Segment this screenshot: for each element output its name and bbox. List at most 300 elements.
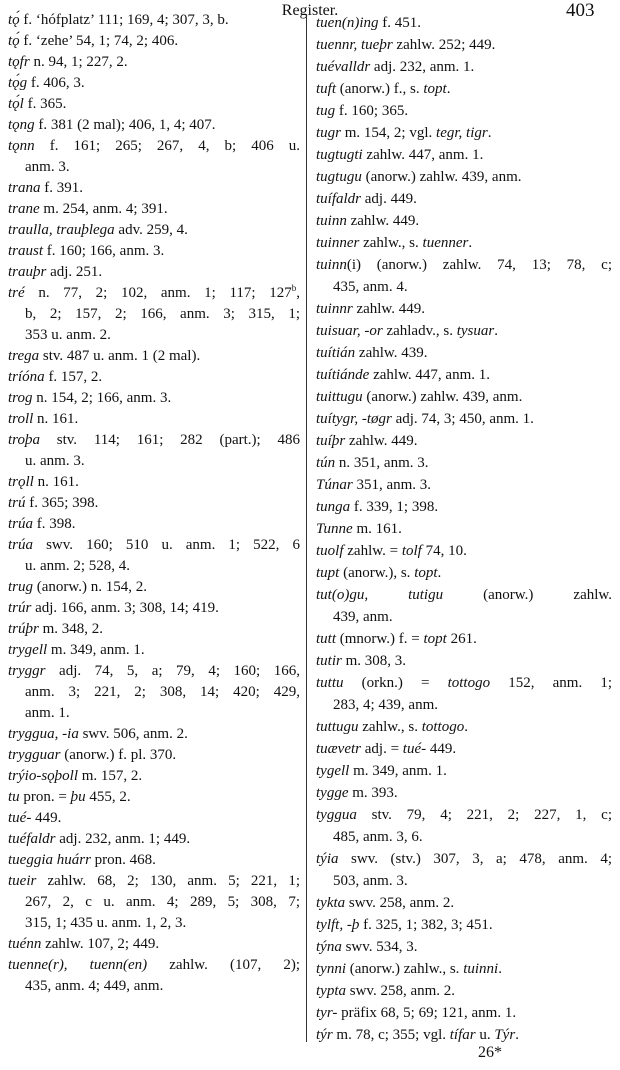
entry-line <box>316 914 612 936</box>
entry-reference-text: zahlw. (107, 2); <box>147 957 300 973</box>
entry-reference-text: . <box>468 235 473 251</box>
entry-headword: trýio-sǫþoll <box>8 768 78 784</box>
entry-line <box>8 220 300 241</box>
index-entry <box>316 892 612 914</box>
index-entry <box>8 577 300 598</box>
entry-headword: tuítygr, -tøgr <box>316 411 392 427</box>
entry-headword: tykta <box>316 895 346 911</box>
entry-reference-text: (anorw.) zahlw. 439, anm. <box>361 169 522 185</box>
entry-headword: Tunne <box>316 521 353 537</box>
entry-headword: tugtugti <box>316 147 363 163</box>
entry-line <box>8 724 300 745</box>
entry-reference-text: adj. 232, anm. 1; 449. <box>55 831 191 847</box>
entry-line <box>316 716 612 738</box>
index-entry <box>8 955 300 997</box>
entry-reference-text: . <box>437 565 442 581</box>
index-entry <box>316 562 612 584</box>
index-entry <box>316 386 612 408</box>
entry-headword: tyggua <box>316 807 357 823</box>
entry-line <box>8 409 300 430</box>
entry-line <box>316 166 612 188</box>
entry-line <box>316 34 612 56</box>
entry-line <box>8 535 300 556</box>
entry-reference-text: u. anm. 3. <box>25 453 85 469</box>
entry-headword: tré <box>8 285 25 301</box>
index-entry <box>316 122 612 144</box>
entry-reference-text: 267, 2, c u. anm. 4; 289, 5; 308, 7; <box>25 894 300 910</box>
entry-reference-text: swv. 258, anm. 2. <box>346 983 456 999</box>
index-entry <box>316 232 612 254</box>
index-entry <box>316 650 612 672</box>
entry-line <box>8 829 300 850</box>
index-entry <box>8 934 300 955</box>
entry-reference-text: adj. = <box>361 741 403 757</box>
entry-reference-text: (anorw.) n. 154, 2. <box>33 579 148 595</box>
entry-reference-text: zahlw., s. <box>358 719 422 735</box>
index-entry <box>8 115 300 136</box>
index-entry <box>316 496 612 518</box>
entry-line <box>8 871 300 892</box>
entry-line <box>8 52 300 73</box>
entry-line <box>316 430 612 452</box>
index-entry <box>316 342 612 364</box>
entry-reference-text: 152, anm. 1; <box>490 675 612 691</box>
entry-line <box>316 386 612 408</box>
entry-line <box>316 122 612 144</box>
entry-reference-text: stv. 114; 161; 282 (part.); 486 <box>39 432 300 448</box>
index-entry <box>8 472 300 493</box>
index-entry <box>8 850 300 871</box>
entry-line <box>316 782 612 804</box>
entry-line <box>8 598 300 619</box>
entry-reference-text: zahlw. 107, 2; 449. <box>41 936 160 952</box>
entry-continuation-line <box>316 694 612 716</box>
index-entry <box>316 254 612 298</box>
entry-line <box>8 808 300 829</box>
cross-reference-word: tolf <box>401 543 422 559</box>
index-entry <box>316 188 612 210</box>
entry-line <box>8 388 300 409</box>
entry-headword: tuíþr <box>316 433 346 449</box>
entry-reference-text: 74, 10. <box>421 543 467 559</box>
cross-reference-word: topt <box>423 631 447 647</box>
entry-line <box>316 364 612 386</box>
entry-line <box>316 650 612 672</box>
entry-headword: tuinner <box>316 235 360 251</box>
index-entry <box>316 804 612 848</box>
entry-headword: tuolf <box>316 543 344 559</box>
index-entry <box>316 914 612 936</box>
entry-reference-text: 455, 2. <box>85 789 131 805</box>
index-entry <box>8 52 300 73</box>
entry-headword: tunga <box>316 499 351 515</box>
entry-continuation-line <box>8 304 300 325</box>
entry-reference-text: pron. = <box>19 789 71 805</box>
entry-headword: tǫ́g <box>8 75 28 91</box>
entry-reference-text: 353 u. anm. 2. <box>25 327 111 343</box>
entry-headword: tǫ́l <box>8 96 24 112</box>
entry-line <box>8 745 300 766</box>
index-entry <box>8 871 300 934</box>
entry-headword: traust <box>8 243 44 259</box>
entry-reference-text: f. 339, 1; 398. <box>350 499 439 515</box>
running-header-title: Register. <box>281 2 339 19</box>
index-entry <box>316 364 612 386</box>
index-entry <box>316 320 612 342</box>
entry-reference-text: adj. 166, anm. 3; 308, 14; 419. <box>31 600 219 616</box>
entry-headword: tugr <box>316 125 342 141</box>
entry-reference-text: f. 160; 166, anm. 3. <box>43 243 165 259</box>
entry-headword: trǫll <box>8 474 34 490</box>
entry-headword: tuífaldr <box>316 191 362 207</box>
index-entry <box>316 1024 612 1046</box>
entry-reference-text: swv. 160; 510 u. anm. 1; 522, 6 <box>33 537 300 553</box>
entry-headword: typta <box>316 983 346 999</box>
entry-line <box>8 283 300 304</box>
entry-headword: tuttu <box>316 675 344 691</box>
entry-line <box>316 56 612 78</box>
entry-headword: trane <box>8 201 40 217</box>
entry-line <box>316 188 612 210</box>
index-entry <box>316 584 612 628</box>
entry-reference-text: (anorw.), s. <box>339 565 415 581</box>
index-column-right <box>316 12 612 1046</box>
index-entry <box>8 766 300 787</box>
entry-line <box>316 78 612 100</box>
entry-headword: tueir <box>8 873 37 889</box>
index-entry <box>316 936 612 958</box>
entry-line <box>8 31 300 52</box>
entry-reference-text: swv. 534, 3. <box>341 939 418 955</box>
entry-line <box>316 254 612 276</box>
entry-headword: tygge <box>316 785 349 801</box>
entry-line <box>316 980 612 1002</box>
entry-reference-text: m. 349, anm. 1. <box>349 763 447 779</box>
entry-continuation-line <box>8 556 300 577</box>
index-entry <box>8 31 300 52</box>
entry-line <box>316 936 612 958</box>
entry-continuation-line <box>8 913 300 934</box>
entry-reference-text: f. 365; 398. <box>25 495 99 511</box>
entry-line <box>8 472 300 493</box>
entry-headword: tuft <box>316 81 337 97</box>
index-entry <box>316 518 612 540</box>
entry-reference-text: f. 161; 265; 267, 4, b; 406 u. <box>34 138 300 154</box>
entry-line <box>8 346 300 367</box>
entry-line <box>8 115 300 136</box>
entry-reference-text: n. 161. <box>33 474 79 490</box>
index-entry <box>8 430 300 472</box>
index-entry <box>8 598 300 619</box>
index-entry <box>8 388 300 409</box>
index-entry <box>8 535 300 577</box>
entry-reference-text: f. 365. <box>23 96 67 112</box>
index-entry <box>8 661 300 724</box>
entry-line <box>316 474 612 496</box>
index-entry <box>316 78 612 100</box>
entry-line <box>8 136 300 157</box>
index-entry <box>316 12 612 34</box>
entry-line <box>8 934 300 955</box>
index-entry <box>316 34 612 56</box>
entry-reference-text: 449. <box>31 810 62 826</box>
entry-line <box>316 672 612 694</box>
entry-headword: tutir <box>316 653 342 669</box>
cross-reference-word: tottogo <box>447 675 491 691</box>
entry-reference-text: (anorw.) zahlw. 439, anm. <box>362 389 523 405</box>
cross-reference-word: tífar <box>449 1027 476 1043</box>
entry-reference-text: (i) (anorw.) zahlw. 74, 13; 78, c; <box>346 257 612 273</box>
entry-line <box>316 892 612 914</box>
entry-headword: tupt <box>316 565 340 581</box>
cross-reference-word: tegr, tigr <box>436 125 488 141</box>
index-entry <box>316 144 612 166</box>
entry-line <box>8 94 300 115</box>
entry-headword: tuéfaldr <box>8 831 56 847</box>
entry-headword: tuinn <box>316 257 347 273</box>
entry-reference-text: . <box>446 81 451 97</box>
cross-reference-word: tysuar <box>456 323 495 339</box>
entry-reference-text: 435, anm. 4. <box>333 279 408 295</box>
entry-reference-text: zahlw. 449. <box>346 213 420 229</box>
entry-headword: trega <box>8 348 40 364</box>
entry-reference-text: (anorw.) f. pl. 370. <box>60 747 177 763</box>
index-entry <box>8 640 300 661</box>
entry-reference-text: m. 154, 2; vgl. <box>341 125 437 141</box>
index-entry <box>8 73 300 94</box>
entry-reference-text: . <box>498 961 502 977</box>
index-entry <box>316 56 612 78</box>
entry-headword: tueggia huárr <box>8 852 91 868</box>
entry-reference-text: f. 325, 1; 382, 3; 451. <box>359 917 493 933</box>
cross-reference-word: tottogo <box>421 719 465 735</box>
entry-headword: tuittugu <box>316 389 363 405</box>
entry-continuation-line <box>316 606 612 628</box>
entry-headword: tuttugu <box>316 719 359 735</box>
entry-reference-text: m. 161. <box>352 521 402 537</box>
entry-reference-text: . <box>494 323 498 339</box>
entry-headword: Túnar <box>316 477 353 493</box>
index-entry <box>8 724 300 745</box>
entry-reference-text: (anorw.) f., s. <box>336 81 424 97</box>
entry-line <box>316 1024 612 1046</box>
entry-headword: tué- <box>8 810 32 826</box>
index-entry <box>316 672 612 716</box>
entry-headword: tǫfr <box>8 54 30 70</box>
entry-line <box>316 12 612 34</box>
entry-reference-text: (anorw.) zahlw., s. <box>346 961 464 977</box>
entry-reference-text: f. ‘zehe’ 54, 1; 74, 2; 406. <box>19 33 179 49</box>
entry-reference-text: 439, anm. <box>333 609 393 625</box>
entry-reference-text: (anorw.) zahlw. <box>443 587 613 603</box>
superscript: b <box>291 283 297 293</box>
entry-reference-text: swv. (stv.) 307, 3, a; 478, anm. 4; <box>338 851 612 867</box>
cross-reference-word: Týr <box>494 1027 516 1043</box>
entry-headword: trú <box>8 495 26 511</box>
index-entry <box>8 787 300 808</box>
index-entry <box>316 430 612 452</box>
entry-reference-text: n. 351, anm. 3. <box>335 455 429 471</box>
entry-headword: tǫnn <box>8 138 35 154</box>
entry-reference-text: 449. <box>426 741 457 757</box>
entry-continuation-line <box>8 157 300 178</box>
entry-reference-text: m. 78, c; 355; vgl. <box>332 1027 450 1043</box>
entry-reference-text: 485, anm. 3, 6. <box>333 829 423 845</box>
index-entry <box>8 808 300 829</box>
entry-reference-text: 435, anm. 4; 449, anm. <box>25 978 164 994</box>
index-entry <box>316 474 612 496</box>
entry-line <box>316 848 612 870</box>
entry-line <box>8 10 300 31</box>
entry-reference-text: n. 161. <box>33 411 79 427</box>
entry-line <box>316 584 612 606</box>
entry-headword: tryggua, -ia <box>8 726 79 742</box>
entry-reference-text: stv. 79, 4; 221, 2; 227, 1, c; <box>356 807 612 823</box>
entry-line <box>316 760 612 782</box>
column-divider <box>306 14 307 1042</box>
entry-reference-text: b, 2; 157, 2; 166, anm. 3; 315, 1; <box>25 306 300 322</box>
entry-line <box>8 955 300 976</box>
entry-headword: tuisuar, -or <box>316 323 383 339</box>
index-entry <box>8 409 300 430</box>
entry-continuation-line <box>8 325 300 346</box>
index-entry <box>316 980 612 1002</box>
entry-headword: trauþr <box>8 264 47 280</box>
index-column-left <box>8 10 300 997</box>
entry-headword: troll <box>8 411 34 427</box>
entry-reference-text: m. 157, 2. <box>78 768 143 784</box>
index-entry <box>316 540 612 562</box>
index-entry <box>316 958 612 980</box>
entry-headword: tuævetr <box>316 741 361 757</box>
index-entry <box>316 738 612 760</box>
entry-reference-text: m. 393. <box>348 785 398 801</box>
entry-reference-text: 261. <box>446 631 477 647</box>
entry-headword: týia <box>316 851 339 867</box>
entry-reference-text: u. <box>475 1027 495 1043</box>
entry-continuation-line <box>8 892 300 913</box>
index-entry <box>8 619 300 640</box>
index-entry <box>8 136 300 178</box>
entry-headword: tug <box>316 103 336 119</box>
entry-continuation-line <box>316 826 612 848</box>
entry-continuation-line <box>8 703 300 724</box>
index-entry <box>316 408 612 430</box>
entry-headword: tryggr <box>8 663 46 679</box>
index-entry <box>8 493 300 514</box>
index-entry <box>316 452 612 474</box>
entry-reference-text: zahlw. 68, 2; 130, anm. 5; 221, 1; <box>36 873 300 889</box>
entry-reference-text: zahlw. = <box>343 543 402 559</box>
entry-headword: tuénn <box>8 936 42 952</box>
entry-headword: trúa <box>8 516 34 532</box>
entry-headword: tugtugu <box>316 169 362 185</box>
entry-continuation-line <box>316 276 612 298</box>
entry-reference-text: m. 349, anm. 1. <box>47 642 145 658</box>
entry-reference-text: anm. 3. <box>25 159 70 175</box>
entry-reference-text: zahlw., s. <box>359 235 423 251</box>
index-entry <box>316 210 612 232</box>
entry-reference-text: zahlw. 439. <box>355 345 428 361</box>
entry-reference-text: 503, anm. 3. <box>333 873 408 889</box>
index-entry <box>316 628 612 650</box>
entry-line <box>8 262 300 283</box>
index-entry <box>8 10 300 31</box>
entry-line <box>316 320 612 342</box>
entry-headword: trúþr <box>8 621 39 637</box>
entry-continuation-line <box>316 870 612 892</box>
entry-reference-text: n. 94, 1; 227, 2. <box>29 54 128 70</box>
entry-headword: trog <box>8 390 33 406</box>
cross-reference-word: þu <box>70 789 86 805</box>
entry-line <box>316 342 612 364</box>
index-entry <box>316 100 612 122</box>
index-entry <box>316 716 612 738</box>
entry-reference-text: zahlw. 252; 449. <box>392 37 496 53</box>
entry-headword: tuinnr <box>316 301 353 317</box>
index-entry <box>8 241 300 262</box>
entry-reference-text: f. 391. <box>40 180 84 196</box>
entry-reference-text: präfix 68, 5; 69; 121, anm. 1. <box>337 1005 517 1021</box>
entry-headword: tuennr, tueþr <box>316 37 393 53</box>
entry-reference-text: adj. 232, anm. 1. <box>370 59 475 75</box>
entry-reference-text: adj. 74, 3; 450, anm. 1. <box>391 411 534 427</box>
entry-line <box>316 1002 612 1024</box>
entry-reference-text: 315, 1; 435 u. anm. 1, 2, 3. <box>25 915 187 931</box>
cross-reference-word: tuinni <box>463 961 499 977</box>
entry-headword: tyr- <box>316 1005 338 1021</box>
entry-reference-text: zahlw. 447, anm. 1. <box>369 367 490 383</box>
entry-reference-text: zahlw. 449. <box>345 433 418 449</box>
entry-headword: tǫ́ <box>8 33 20 49</box>
entry-line <box>8 178 300 199</box>
entry-reference-text: pron. 468. <box>90 852 156 868</box>
entry-line <box>316 408 612 430</box>
entry-reference-text: f. 157, 2. <box>44 369 103 385</box>
entry-line <box>316 738 612 760</box>
entry-headword: týna <box>316 939 342 955</box>
entry-reference-text: n. 154, 2; 166, anm. 3. <box>32 390 172 406</box>
entry-line <box>8 766 300 787</box>
entry-reference-text: (mnorw.) f. = <box>336 631 424 647</box>
entry-headword: trygell <box>8 642 48 658</box>
entry-reference-text: anm. 3; 221, 2; 308, 14; 420; 429, <box>25 684 300 700</box>
index-entry <box>8 745 300 766</box>
entry-line <box>316 232 612 254</box>
entry-headword: trug <box>8 579 34 595</box>
entry-line <box>316 100 612 122</box>
entry-reference-text: stv. 487 u. anm. 1 (2 mal). <box>39 348 201 364</box>
entry-line <box>8 661 300 682</box>
entry-headword: tuen(n)ing <box>316 15 379 31</box>
index-entry <box>8 199 300 220</box>
entry-headword: tǫng <box>8 117 35 133</box>
entry-line <box>316 496 612 518</box>
entry-line <box>8 619 300 640</box>
entry-reference-text: (orkn.) = <box>343 675 448 691</box>
entry-reference-text: swv. 258, anm. 2. <box>345 895 455 911</box>
entry-continuation-line <box>8 976 300 997</box>
entry-reference-text: m. 308, 3. <box>341 653 407 669</box>
entry-continuation-line <box>8 682 300 703</box>
entry-reference-text: adv. 259, 4. <box>114 222 188 238</box>
entry-line <box>8 430 300 451</box>
cross-reference-word: topt <box>423 81 447 97</box>
cross-reference-word: tué- <box>402 741 427 757</box>
entry-reference-text: f. 398. <box>33 516 76 532</box>
entry-line <box>316 540 612 562</box>
entry-reference-text: zahladv., s. <box>382 323 457 339</box>
